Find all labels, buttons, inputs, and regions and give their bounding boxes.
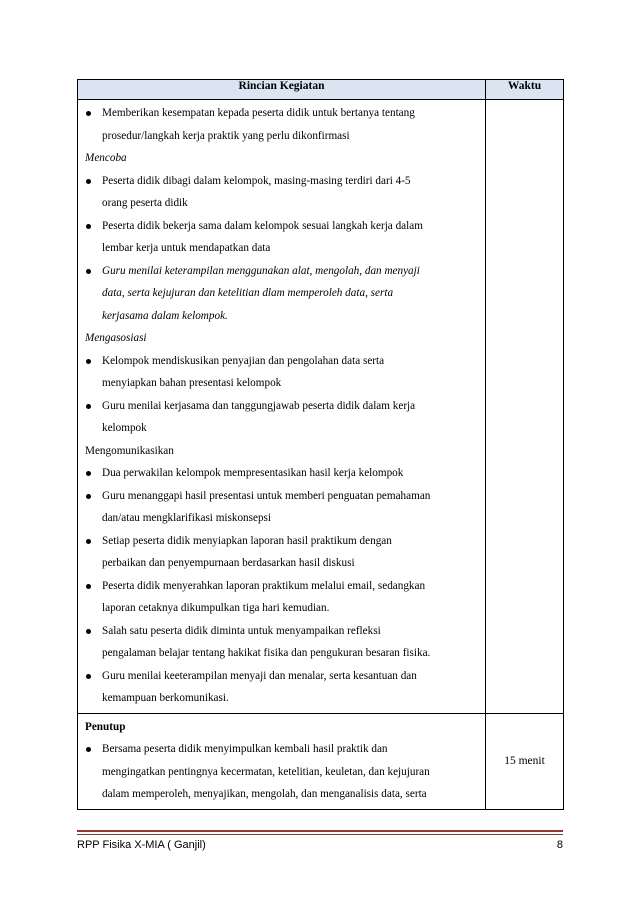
item-line: dalam memperoleh, menyajikan, mengolah, dan menganalisis data, serta (102, 788, 427, 800)
header-rincian-kegiatan: Rincian Kegiatan (78, 80, 486, 100)
item-line: lembar kerja untuk mendapatkan data (102, 242, 271, 254)
bullet-icon (86, 494, 91, 499)
list-item (82, 485, 481, 530)
item-line: Peserta didik bekerja sama dalam kelompok sesuai langkah kerja dalam (102, 219, 423, 232)
list-item (82, 395, 481, 440)
bullet-icon (86, 111, 91, 116)
list-item (82, 215, 481, 260)
list-item (82, 170, 481, 215)
footer-rule-thick (77, 830, 563, 832)
item-line: Setiap peserta didik menyiapkan laporan hasil praktikum dengan (102, 534, 392, 547)
bullet-icon (86, 584, 91, 589)
table-row-penutup (78, 713, 564, 809)
item-line: Guru menilai keeterampilan menyaji dan menalar, serta kesantuan dan (102, 669, 417, 682)
list-item (82, 530, 481, 575)
penutup-cell (78, 713, 486, 809)
list-item (82, 350, 481, 395)
footer-rule-thin (77, 834, 563, 835)
bullet-icon (86, 224, 91, 229)
footer-document-title: RPP Fisika X-MIA ( Ganjil) (77, 839, 206, 851)
item-line: Bersama peserta didik menyimpulkan kembali hasil praktik dan (102, 743, 388, 755)
item-line: data, serta kejujuran dan ketelitian dlam memperoleh data, serta (102, 287, 394, 299)
item-line: Memberikan kesempatan kepada peserta didik untuk bertanya tentang (102, 107, 415, 119)
activity-table (77, 79, 564, 810)
list-item (82, 665, 481, 710)
bullet-icon (86, 269, 91, 274)
bullet-icon (86, 747, 91, 752)
item-line: Peserta didik menyerahkan laporan praktikum melalui email, sedangkan (102, 579, 426, 592)
section-label-mencoba: Mencoba (85, 152, 127, 164)
item-line: kemampuan berkomunikasi. (102, 692, 229, 704)
list-item (82, 102, 481, 147)
header-waktu: Waktu (486, 80, 564, 100)
table-row-kegiatan-inti (78, 100, 564, 714)
item-line: Guru menanggapi hasil presentasi untuk memberi penguatan pemahaman (102, 489, 431, 502)
section-label-mengomunikasikan: Mengomunikasikan (85, 444, 174, 457)
section-label-penutup: Penutup (85, 720, 126, 733)
item-line: Salah satu peserta didik diminta untuk menyampaikan refleksi (102, 624, 381, 637)
list-item (82, 260, 481, 328)
item-line: dan/atau mengklarifikasi miskonsepsi (102, 512, 272, 524)
item-line: orang peserta didik (102, 197, 188, 209)
item-line: prosedur/langkah kerja praktik yang perlu dikonfirmasi (102, 129, 350, 142)
item-line: Peserta didik dibagi dalam kelompok, masing-masing terdiri dari 4-5 (102, 174, 411, 187)
list-item (82, 620, 481, 665)
bullet-icon (86, 404, 91, 409)
section-label-mengasosiasi: Mengasosiasi (85, 332, 147, 344)
item-line: kelompok (102, 422, 147, 434)
footer-page-number: 8 (556, 839, 563, 851)
kegiatan-inti-cell (78, 100, 486, 714)
list-item (82, 462, 481, 485)
list-item (82, 575, 481, 620)
item-line: menyiapkan bahan presentasi kelompok (102, 377, 282, 389)
item-line: laporan cetaknya dikumpulkan tiga hari kemudian. (102, 602, 330, 614)
bullet-icon (86, 359, 91, 364)
kegiatan-inti-waktu-cell (486, 100, 564, 714)
item-line: Guru menilai kerjasama dan tanggungjawab peserta didik dalam kerja (102, 399, 416, 412)
bullet-icon (86, 179, 91, 184)
item-line: Kelompok mendiskusikan penyajian dan pengolahan data serta (102, 354, 385, 367)
bullet-icon (86, 471, 91, 476)
item-line: pengalaman belajar tentang hakikat fisika dan pengukuran besaran fisika. (102, 647, 431, 659)
bullet-icon (86, 629, 91, 634)
item-line: perbaikan dan penyempurnaan berdasarkan hasil diskusi (102, 557, 355, 569)
penutup-waktu: 15 menit (486, 713, 564, 809)
item-line: mengingatkan pentingnya kecermatan, ketelitian, keuletan, dan kejujuran (102, 765, 430, 778)
item-line: kerjasama dalam kelompok. (102, 309, 228, 322)
bullet-icon (86, 674, 91, 679)
table-header-row (78, 80, 564, 100)
item-line: Dua perwakilan kelompok mempresentasikan hasil kerja kelompok (102, 467, 404, 479)
list-item (82, 738, 481, 806)
bullet-icon (86, 539, 91, 544)
item-line: Guru menilai keterampilan menggunakan alat, mengolah, dan menyaji (102, 264, 420, 277)
